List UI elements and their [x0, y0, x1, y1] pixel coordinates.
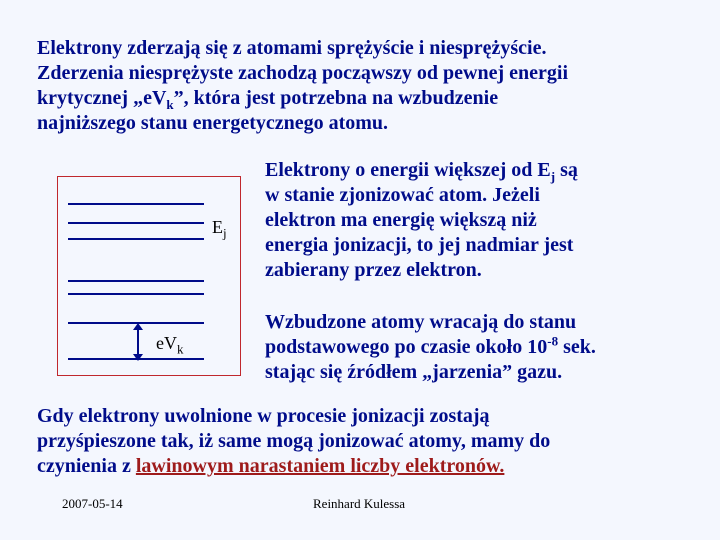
evk-label [156, 333, 184, 357]
footer-date: 2007-05-14 [62, 496, 123, 511]
avalanche-line-3-a: czynienia z [37, 455, 136, 477]
energy-level-diagram [57, 176, 241, 376]
intro-line-1: Elektrony zderzają się z atomami sprężyście i niesprężyście. [37, 37, 547, 59]
intro-line-3-b: ”, która jest potrzebna na wzbudzenie [173, 87, 499, 109]
ionization-line-1-a: Elektrony o energii większej od E [265, 159, 551, 181]
intro-line-3 [37, 86, 717, 111]
ionization-line-5: zabierany przez elektron. [265, 259, 482, 281]
ionization-line-1-sub: j [550, 169, 556, 184]
ej-label-sub: j [223, 225, 227, 241]
ionization-paragraph [265, 158, 715, 283]
energy-level-line [68, 280, 204, 282]
excitation-line-2 [265, 335, 715, 360]
excitation-line-3: stając się źródłem „jarzenia” gazu. [265, 361, 563, 383]
intro-paragraph [37, 36, 717, 136]
evk-label-sub: k [177, 341, 184, 357]
ionization-line-1-b: są [555, 159, 578, 181]
excitation-paragraph [265, 310, 715, 385]
avalanche-line-1: Gdy elektrony uwolnione w procesie jonizacji zostają [37, 405, 490, 427]
intro-line-3-sub: k [166, 97, 174, 112]
ionization-line-2: w stanie zjonizować atom. Jeżeli [265, 184, 540, 206]
avalanche-line-2: przyśpieszone tak, iż same mogą jonizować atomy, mamy do [37, 430, 551, 452]
ionization-line-4: energia jonizacji, to jej nadmiar jest [265, 234, 574, 256]
excitation-line-2-a: podstawowego po czasie około 10 [265, 336, 548, 358]
avalanche-highlight: lawinowym narastaniem liczby elektronów. [135, 455, 505, 477]
intro-line-3-a: krytycznej „eV [37, 87, 167, 109]
energy-level-ionization [68, 238, 204, 240]
excitation-line-2-sup: -8 [547, 333, 559, 349]
energy-level-line [68, 293, 204, 295]
ej-label [212, 217, 227, 241]
energy-level-line [68, 203, 204, 205]
excitation-line-2-b: sek. [558, 336, 596, 358]
intro-line-2: Zderzenia niesprężyste zachodzą począwszy od pewnej energii [37, 62, 569, 84]
ionization-line-3: elektron ma energię większą niż [265, 209, 537, 231]
ej-label-text: E [212, 217, 223, 237]
energy-level-line [68, 222, 204, 224]
avalanche-line-3 [37, 454, 717, 479]
avalanche-paragraph [37, 404, 717, 479]
ionization-line-1 [265, 158, 715, 183]
excitation-line-1: Wzbudzone atomy wracają do stanu [265, 311, 577, 333]
evk-label-text: eV [156, 333, 177, 353]
intro-line-4: najniższego stanu energetycznego atomu. [37, 112, 389, 134]
footer-author: Reinhard Kulessa [313, 496, 406, 511]
double-arrow-icon [137, 325, 139, 359]
